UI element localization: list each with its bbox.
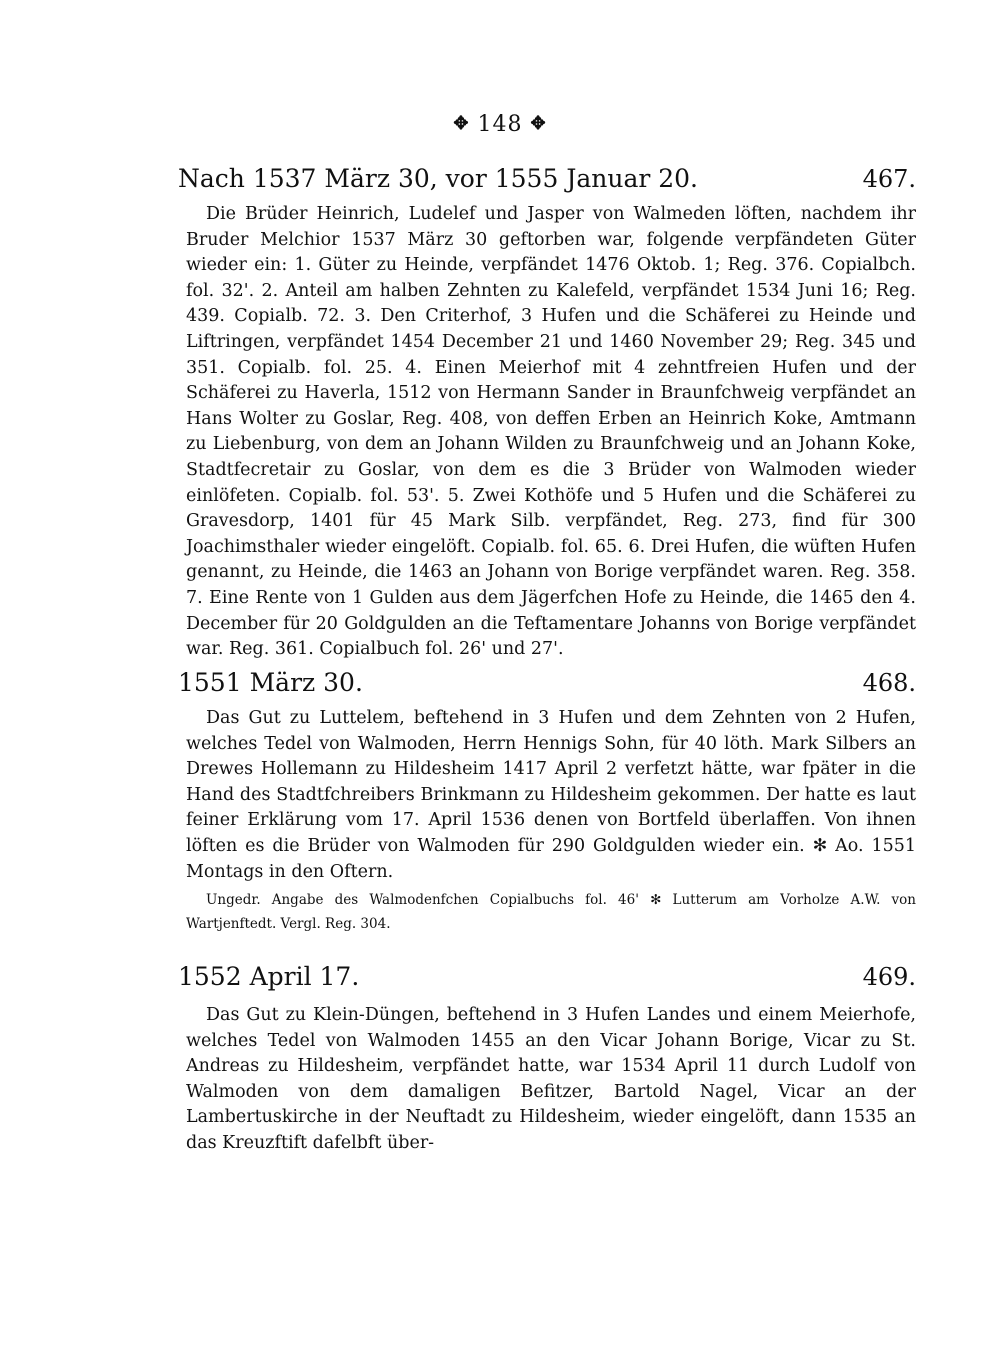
source-note: Ungedr. Angabe des Walmodenfchen Copialbuchs fol. 46' ✻ Lutterum am Vorholze A.W. von Wartjenftedt. Vergl. Reg. 304. <box>186 892 916 932</box>
entry-paragraph: Das Gut zu Luttelem, beftehend in 3 Hufen und dem Zehnten von 2 Hufen, welches Tedel von Walmoden, Herrn Hennigs Sohn, für 40 löth. Mark Silbers an Drewes Hollemann zu Hildesheim 1417 April 2 verfetzt hätte, war fpäter in die Hand des Stadtfchreibers Brinkmann zu Hildesheim gekommen. Der hatte es laut feiner Erklärung vom 17. April 1536 denen von Bortfeld überlaffen. Von ihnen löften es die Brüder von Walmoden für 290 Goldgulden wieder ein. ✻ Ao. 1551 Montags in den Oftern. <box>186 708 916 882</box>
ornament-left-icon: ✥ <box>453 113 470 134</box>
entry-paragraph: Das Gut zu Klein-Düngen, beftehend in 3 Hufen Landes und einem Meierhofe, welches Tedel von Walmoden 1455 an den Vicar Johann Borige, Vicar zu St. Andreas zu Hildesheim, verpfändet hatte, war 1534 April 11 durch Ludolf von Walmoden von dem damaligen Befitzer, Bartold Nagel, Vicar an der Lambertuskirche in der Neuftadt zu Hildesheim, wieder eingelöft, dann 1535 an das Kreuzftift dafelbft über- <box>186 1005 916 1153</box>
entry-date: 1552 April 17. <box>178 962 360 991</box>
entry-note-468 <box>186 888 916 936</box>
page-header <box>0 112 1000 137</box>
entry-number: 469. <box>862 963 916 991</box>
entry-paragraph: Die Brüder Heinrich, Ludelef und Jasper von Walmeden löften, nachdem ihr Bruder Melchior 1537 März 30 geftorben war, folgende verpfändeten Güter wieder ein: 1. Güter zu Heinde, verpfändet 1476 Oktob. 1; Reg. 376. Copialbch. fol. 32'. 2. Anteil am halben Zehnten zu Kalefeld, verpfändet 1534 Juni 16; Reg. 439. Copialb. 72. 3. Den Criterhof, 3 Hufen und die Schäferei zu Heinde und Liftringen, verpfändet 1454 December 21 und 1460 November 29; Reg. 345 und 351. Copialb. fol. 25. 4. Einen Meierhof mit 4 zehntfreien Hufen und der Schäferei zu Haverla, 1512 von Hermann Sander in Braunfchweig verpfändet an Hans Wolter zu Goslar, Reg. 408, von deffen Erben an Heinrich Koke, Amtmann zu Liebenburg, von dem an Johann Wilden zu Braunfchweig und an Johann Koke, Stadtfecretair zu Goslar, von dem es die 3 Brüder von Walmoden wieder einlöfeten. Copialb. fol. 53'. 5. Zwei Kothöfe und 5 Hufen und die Schäferei zu Gravesdorp, 1401 für 45 Mark Silb. verpfändet, Reg. 273, find für 300 Joachimsthaler wieder eingelöft. Copialb. fol. 65. 6. Drei Hufen, die wüften Hufen genannt, zu Heinde, die 1463 an Johann von Borige verpfändet waren. Reg. 358. 7. Eine Rente von 1 Gulden aus dem Jägerfchen Hofe zu Heinde, die 1465 den 4. December für 20 Goldgulden an die Teftamentare Johanns von Borige verpfändet war. Reg. 361. Copialbuch fol. 26' und 27'. <box>186 204 916 660</box>
entry-date: 1551 März 30. <box>178 668 363 697</box>
entry-heading-469 <box>178 962 916 991</box>
entry-body-467 <box>186 202 916 663</box>
entry-body-469 <box>186 1003 916 1157</box>
entry-date: Nach 1537 März 30, vor 1555 Januar 20. <box>178 164 699 193</box>
entry-number: 467. <box>862 165 916 193</box>
entry-heading-468 <box>178 668 916 697</box>
entry-number: 468. <box>862 669 916 697</box>
page-number: 148 <box>477 112 523 137</box>
ornament-right-icon: ✥ <box>530 113 547 134</box>
entry-body-468 <box>186 706 916 885</box>
entry-heading-467 <box>178 164 916 193</box>
